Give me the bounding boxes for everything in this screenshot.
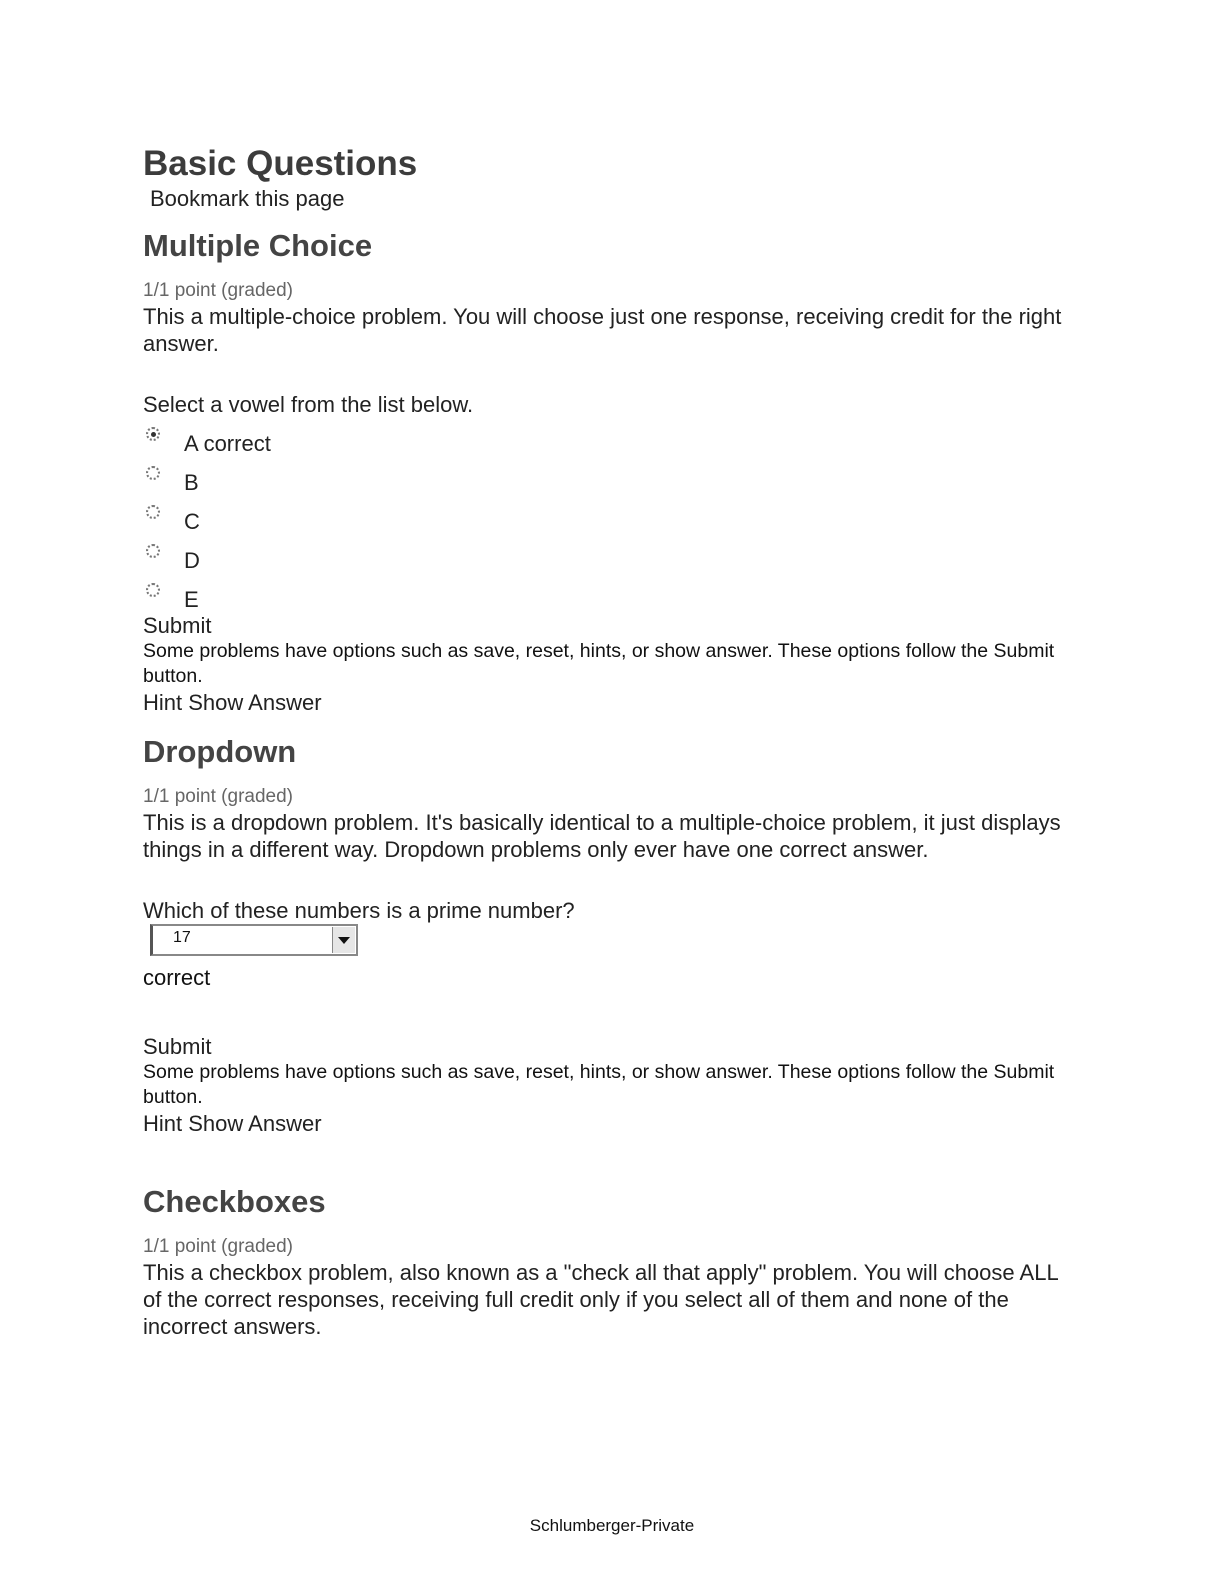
page-title: Basic Questions (143, 144, 418, 183)
problem-actions (143, 1110, 1063, 1137)
answer-feedback: correct (143, 965, 211, 990)
radio-option-c[interactable] (143, 496, 1063, 535)
radio-label: B (184, 470, 199, 495)
dropdown-section (143, 732, 1063, 1137)
section-title-checkboxes: Checkboxes (143, 1184, 326, 1219)
radio-label: A correct (184, 431, 271, 456)
radio-label: D (184, 548, 200, 573)
prime-number-select[interactable] (150, 924, 358, 956)
points-label: 1/1 point (graded) (143, 280, 293, 301)
section-title-dropdown: Dropdown (143, 734, 297, 769)
problem-description: This a multiple-choice problem. You will choose just one response, receiving credit for the right answer. (143, 304, 1062, 356)
show-answer-button[interactable]: Show Answer (188, 1111, 322, 1136)
radio-option-b[interactable] (143, 457, 1063, 496)
points-label: 1/1 point (graded) (143, 1236, 293, 1257)
problem-actions (143, 689, 1063, 716)
question-text: Which of these numbers is a prime number? (143, 898, 575, 923)
radio-button[interactable] (146, 505, 160, 519)
select-value: 17 (173, 929, 191, 946)
radio-option-e[interactable] (143, 574, 1063, 613)
radio-button[interactable] (146, 583, 160, 597)
radio-group (143, 418, 1063, 613)
submit-button[interactable]: Submit (143, 1034, 212, 1059)
bookmark-link[interactable]: Bookmark this page (150, 186, 345, 211)
hint-button[interactable]: Hint (143, 690, 183, 715)
radio-button[interactable] (146, 544, 160, 558)
radio-button-checked[interactable] (146, 427, 160, 441)
problem-description: This is a dropdown problem. It's basically identical to a multiple-choice problem, it just displays things in a different way. Dropdown problems only ever have one correct answer. (143, 810, 1061, 862)
show-answer-button[interactable]: Show Answer (188, 690, 322, 715)
chevron-down-icon[interactable] (332, 927, 355, 953)
points-label: 1/1 point (graded) (143, 786, 293, 807)
question-text: Select a vowel from the list below. (143, 392, 474, 417)
classification-footer: Schlumberger-Private (529, 1516, 695, 1535)
page-header (143, 142, 1063, 212)
radio-label: C (184, 509, 200, 534)
multiple-choice-section (143, 226, 1063, 716)
problem-description: This a checkbox problem, also known as a "check all that apply" problem. You will choose ALL of the correct responses, receiving full credit only if you select all of them and none of the incorrect answers. (143, 1260, 1058, 1339)
radio-button[interactable] (146, 466, 160, 480)
options-note: Some problems have options such as save, reset, hints, or show answer. These options follow the Submit button. (143, 1061, 1055, 1108)
radio-label: E (184, 587, 199, 612)
options-note: Some problems have options such as save, reset, hints, or show answer. These options follow the Submit button. (143, 640, 1055, 687)
section-title-multiple-choice: Multiple Choice (143, 228, 373, 263)
radio-option-d[interactable] (143, 535, 1063, 574)
checkboxes-section (143, 1182, 1063, 1340)
radio-option-a[interactable] (143, 418, 1063, 457)
hint-button[interactable]: Hint (143, 1111, 183, 1136)
submit-button[interactable]: Submit (143, 613, 212, 638)
